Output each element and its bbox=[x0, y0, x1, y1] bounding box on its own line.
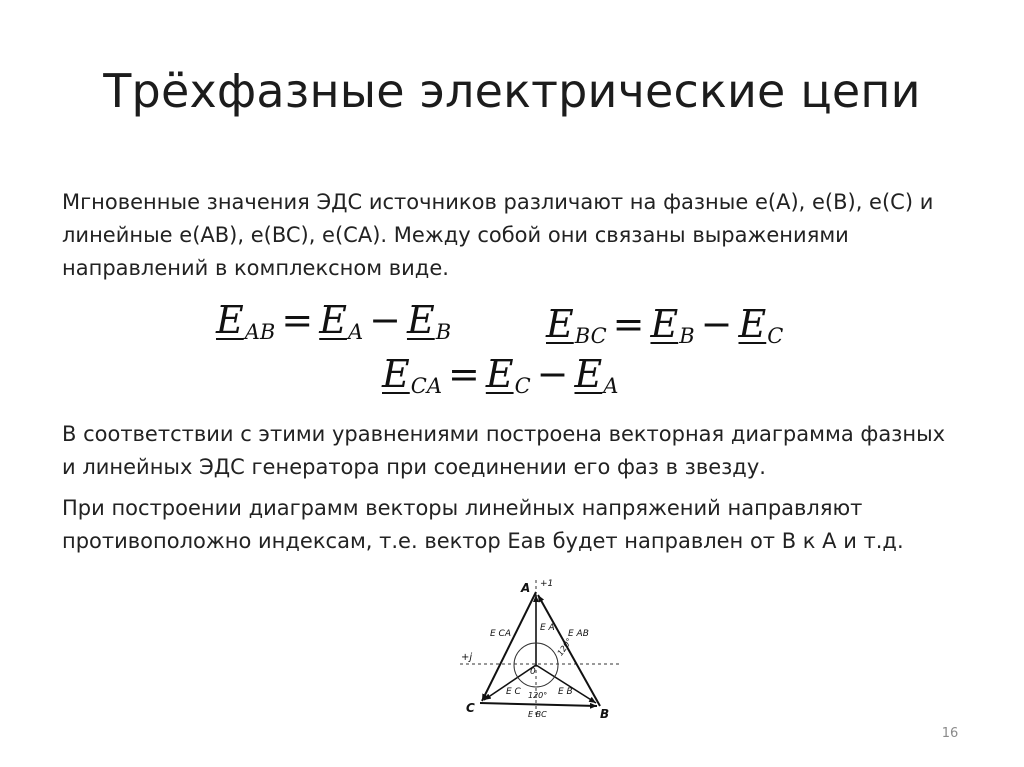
angle-top-label: 120° bbox=[555, 636, 575, 658]
axis-imag-label: +j bbox=[461, 652, 473, 663]
vector-e-ca bbox=[482, 592, 536, 701]
vertex-c-label: C bbox=[466, 701, 475, 715]
e-c-label: E C bbox=[506, 687, 521, 697]
vector-e-bc bbox=[480, 703, 597, 706]
e-ca-label: E CA bbox=[490, 629, 511, 639]
slide-title: Трёхфазные электрические цепи bbox=[103, 64, 921, 118]
equation-e-ca: $E_{CA} = E_C - E_A$ bbox=[382, 352, 619, 398]
vertex-a-label: A bbox=[521, 581, 531, 595]
page-number: 16 bbox=[941, 726, 959, 741]
equation-e-ab: $E_{AB} = E_A - E_B$ bbox=[216, 298, 452, 344]
paragraph-vector-diagram: В соответствии с этими уравнениями построена векторная диаграмма фазных и линейных ЭДС генератора при соединении его фаз в звезду. bbox=[62, 422, 946, 479]
angle-bottom-label: 120° bbox=[528, 691, 548, 700]
equations-block bbox=[0, 296, 1024, 408]
center-label: 0 bbox=[530, 667, 536, 677]
e-bc-label: E BC bbox=[528, 710, 547, 719]
e-a-label: E A bbox=[540, 623, 555, 633]
axis-real-label: +1 bbox=[540, 579, 554, 589]
paragraph-phase-emf: Мгновенные значения ЭДС источников различают на фазные e(A), e(B), e(C) и линейные e(AB), e(BC), e(CA). Между собой они связаны выражениями направлений в комплексном виде. bbox=[62, 190, 934, 280]
vertex-b-label: B bbox=[600, 707, 610, 720]
paragraph-direction-note: При построении диаграмм векторы линейных напряжений направляют противоположно индексам, т.е. вектор Еав будет направлен от В к А и т.д. bbox=[62, 496, 904, 553]
equation-e-bc: $E_{BC} = E_B - E_C$ bbox=[546, 302, 784, 348]
e-b-label: E B bbox=[558, 687, 573, 697]
vector-diagram bbox=[450, 570, 650, 720]
e-ab-label: E AB bbox=[568, 629, 589, 639]
